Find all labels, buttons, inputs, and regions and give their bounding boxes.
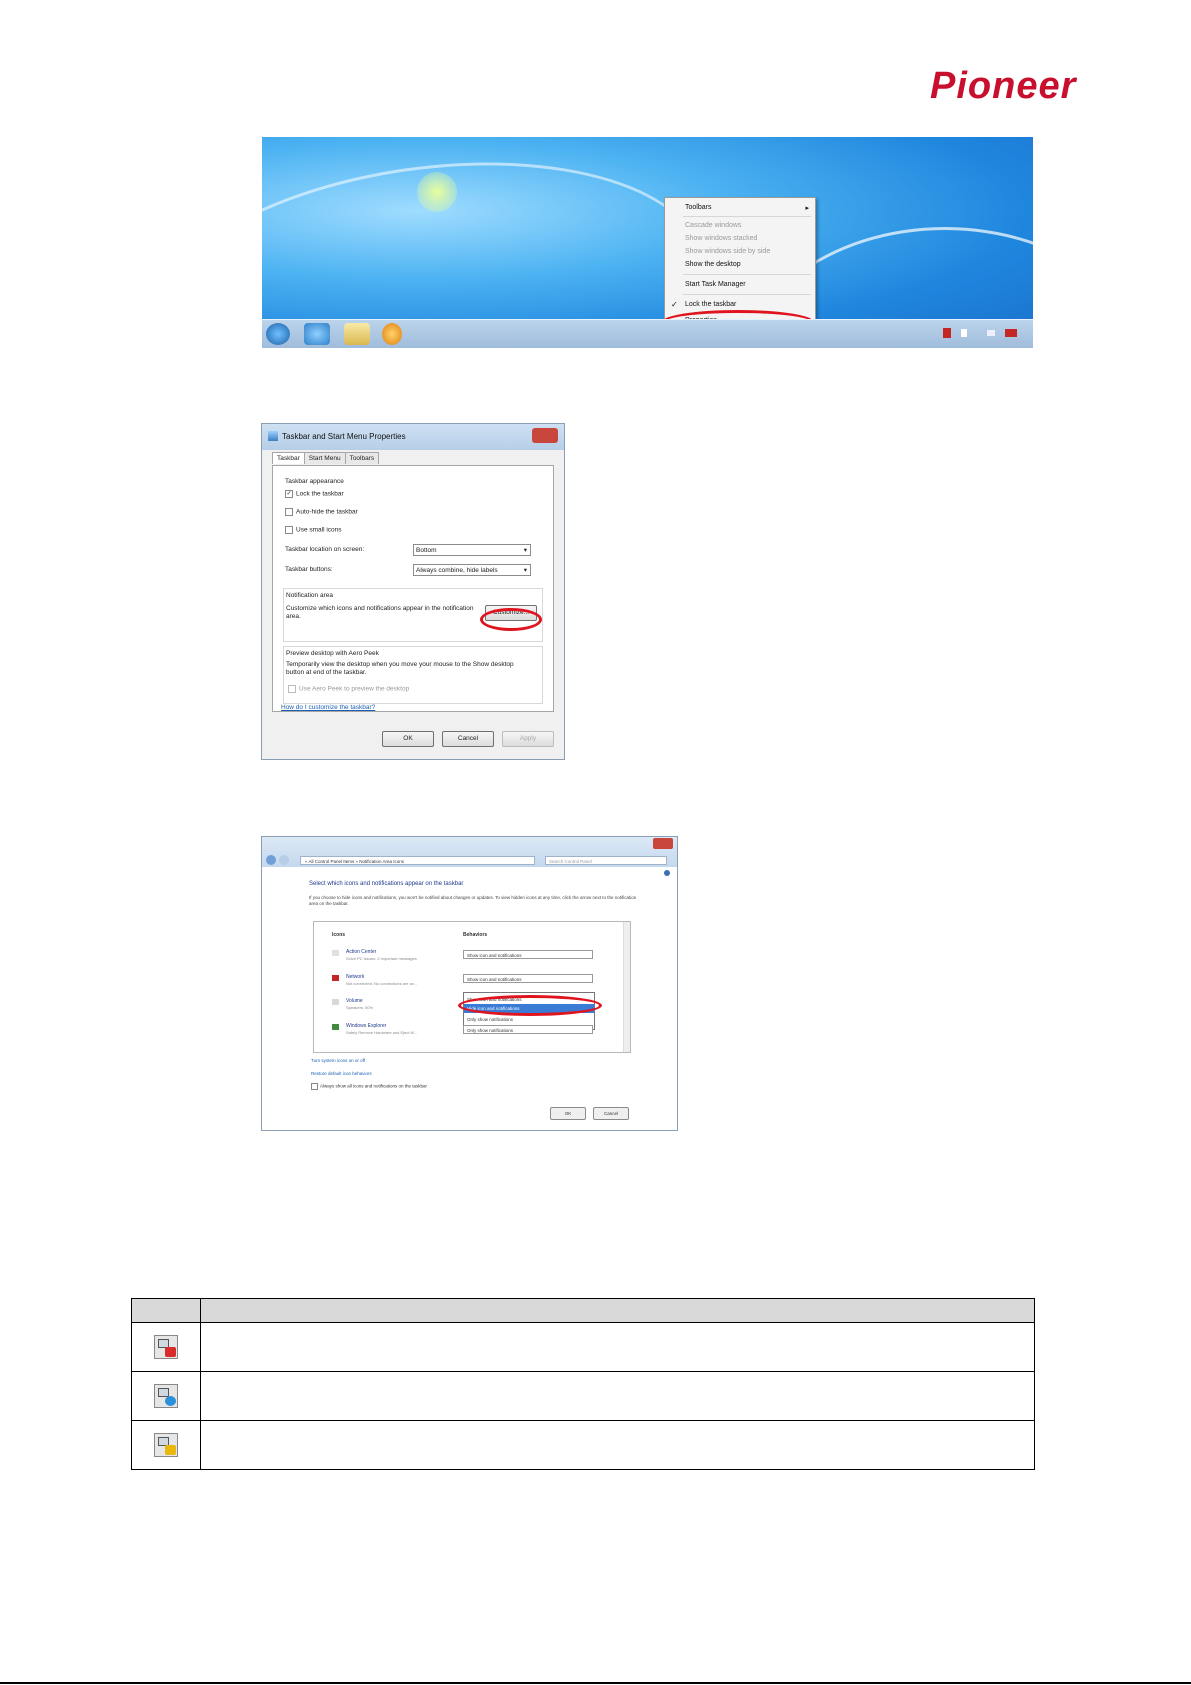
forward-button-icon[interactable] — [279, 855, 289, 865]
highlight-oval — [480, 608, 542, 631]
checkbox-label: Auto-hide the taskbar — [296, 508, 358, 516]
page-heading: Select which icons and notifications appear on the taskbar — [309, 881, 464, 887]
behavior-select[interactable] — [463, 974, 593, 983]
close-button[interactable] — [653, 838, 673, 849]
tab-start-menu[interactable]: Start Menu — [304, 452, 346, 464]
system-tray — [941, 328, 1027, 340]
dialog-tabs — [272, 452, 378, 464]
checkbox-box[interactable] — [311, 1083, 318, 1090]
chevron-down-icon: ▾ — [523, 547, 527, 554]
taskbar-tab-panel — [272, 465, 554, 712]
restore-defaults-link[interactable]: Restore default icon behaviors — [311, 1071, 372, 1076]
volume-tray-icon[interactable] — [987, 330, 995, 336]
windows-logo-watermark — [417, 172, 457, 212]
table-cell — [201, 1323, 1035, 1372]
notification-text: Customize which icons and notifications appear in the notification area. — [286, 605, 474, 620]
submenu-arrow-icon: ▸ — [805, 205, 809, 212]
appearance-heading: Taskbar appearance — [285, 478, 344, 485]
help-link[interactable]: How do I customize the taskbar? — [281, 704, 376, 711]
network-icon — [332, 975, 339, 981]
row-sub: Speakers: 50% — [346, 1005, 374, 1010]
start-orb-icon[interactable] — [266, 323, 290, 345]
pioneer-logo-mark — [930, 62, 1130, 108]
notification-heading: Notification area — [286, 592, 333, 599]
help-icon[interactable] — [664, 870, 670, 876]
desktop-screenshot — [262, 137, 1033, 348]
page-bottom-rule — [0, 1682, 1191, 1684]
checkbox-label: Always show all icons and notifications on the taskbar — [320, 1083, 428, 1089]
dropdown-option[interactable]: Only show notifications — [467, 1017, 514, 1022]
taskbar-properties-dialog — [261, 423, 565, 760]
ok-button[interactable]: OK — [550, 1107, 586, 1120]
always-show-checkbox[interactable] — [311, 1083, 427, 1090]
action-center-icon — [332, 950, 339, 956]
explorer-folder-icon[interactable] — [344, 323, 370, 345]
dropdown-option[interactable]: Show icon and notifications — [467, 997, 522, 1002]
location-value: Bottom — [416, 547, 437, 554]
menu-item-stacked[interactable]: Show windows stacked — [685, 235, 758, 242]
menu-item-cascade[interactable]: Cascade windows — [685, 222, 742, 229]
buttons-label: Taskbar buttons: — [285, 566, 333, 573]
chevron-down-icon: ▾ — [523, 567, 527, 574]
icon-status-table — [131, 1298, 1035, 1470]
dialog-title: Taskbar and Start Menu Properties — [282, 432, 406, 441]
row-sub: Solve PC issues: 2 important messages — [346, 956, 417, 961]
row-name: Network — [346, 974, 365, 980]
address-bar[interactable] — [300, 856, 535, 865]
system-icons-link[interactable]: Turn system icons on or off — [311, 1058, 366, 1063]
buttons-select[interactable] — [413, 564, 531, 576]
internet-explorer-icon[interactable] — [304, 323, 330, 345]
table-header-row — [132, 1299, 1035, 1323]
aero-peek-group — [283, 646, 543, 704]
list-scrollbar[interactable] — [623, 922, 630, 1052]
buttons-value: Always combine, hide labels — [416, 567, 498, 574]
tab-toolbars[interactable]: Toolbars — [345, 452, 380, 464]
behavior-value: Show icon and notifications — [467, 953, 522, 958]
windows-explorer-icon — [332, 1024, 339, 1030]
peek-text: Temporarily view the desktop when you move your mouse to the Show desktop button at end of the taskbar. — [286, 661, 514, 676]
back-button-icon[interactable] — [266, 855, 276, 865]
location-label: Taskbar location on screen: — [285, 546, 365, 553]
small-icons-checkbox[interactable] — [285, 526, 342, 534]
search-placeholder: Search Control Panel — [549, 859, 592, 864]
table-cell — [201, 1421, 1035, 1470]
volume-icon — [332, 999, 339, 1005]
row-name: Volume — [346, 998, 363, 1004]
battery-tray-icon[interactable] — [1005, 329, 1017, 337]
ok-button[interactable]: OK — [382, 731, 434, 747]
svg-text:Pioneer: Pioneer — [930, 65, 1077, 107]
window-titlebar — [262, 837, 677, 867]
address-text: « All Control Panel Items » Notification Area Icons — [305, 859, 405, 864]
lock-taskbar-checkbox[interactable] — [285, 490, 344, 498]
behavior-select[interactable] — [463, 950, 593, 959]
flag-tray-icon[interactable] — [961, 329, 967, 337]
close-button[interactable] — [532, 428, 558, 443]
behavior-select[interactable] — [463, 1025, 593, 1034]
media-player-icon[interactable] — [382, 323, 402, 345]
behavior-value: Show icon and notifications — [467, 977, 522, 982]
checkbox-label: Use Aero Peek to preview the desktop — [299, 685, 410, 693]
network-disconnected-icon — [154, 1335, 178, 1359]
checkbox-box[interactable] — [285, 508, 293, 516]
auto-hide-checkbox[interactable] — [285, 508, 358, 516]
customize-button[interactable]: Customize... — [485, 605, 537, 621]
menu-item-side-by-side[interactable]: Show windows side by side — [685, 248, 771, 255]
cancel-button[interactable]: Cancel — [442, 731, 494, 747]
col-behaviors-header: Behaviors — [463, 932, 488, 938]
checkbox-box[interactable]: ✓ — [286, 491, 292, 497]
network-tray-icon[interactable] — [943, 328, 951, 338]
taskbar — [262, 319, 1033, 348]
cancel-button[interactable]: Cancel — [593, 1107, 629, 1120]
row-sub: Safely Remove Hardware and Eject M... — [346, 1030, 418, 1035]
icons-list — [313, 921, 631, 1053]
taskbar-properties-icon — [268, 431, 278, 441]
col-icons-header: Icons — [332, 932, 346, 938]
dropdown-option-selected[interactable]: Hide icon and notifications — [464, 1004, 594, 1013]
menu-item-task-manager[interactable]: Start Task Manager — [685, 281, 746, 288]
page-description: If you choose to hide icons and notifications, you won't be notified about changes or updates. To view hidden icons at any time, click the arrow next to the notification area on the taskbar. — [309, 895, 637, 906]
checkbox-label: Use small icons — [296, 526, 342, 534]
table-row — [132, 1372, 1035, 1421]
tab-taskbar[interactable]: Taskbar — [272, 452, 305, 464]
checkbox-label: Lock the taskbar — [296, 490, 344, 498]
row-name: Windows Explorer — [346, 1023, 387, 1029]
network-connected-icon — [154, 1384, 178, 1408]
table-row — [132, 1421, 1035, 1470]
checkmark-icon: ✓ — [671, 300, 678, 309]
table-header-description — [201, 1299, 1035, 1323]
menu-item-lock-taskbar[interactable]: Lock the taskbar — [685, 301, 737, 308]
checkbox-box[interactable] — [285, 526, 293, 534]
highlight-oval — [458, 995, 602, 1016]
behavior-value: Only show notifications — [467, 1028, 514, 1033]
row-sub: Not connected: No connections are av... — [346, 981, 417, 986]
pioneer-logo — [930, 62, 1130, 118]
aero-peek-checkbox[interactable] — [288, 685, 409, 693]
network-warning-icon — [154, 1433, 178, 1457]
peek-heading: Preview desktop with Aero Peek — [286, 650, 379, 657]
apply-button[interactable]: Apply — [502, 731, 554, 747]
search-input[interactable] — [545, 856, 667, 865]
notification-icons-window — [261, 836, 678, 1131]
location-select[interactable] — [413, 544, 531, 556]
table-cell — [201, 1372, 1035, 1421]
checkbox-box[interactable] — [288, 685, 296, 693]
row-name: Action Center — [346, 949, 377, 955]
table-header-icon — [132, 1299, 201, 1323]
table-row — [132, 1323, 1035, 1372]
dialog-titlebar — [262, 424, 564, 450]
menu-item-show-desktop[interactable]: Show the desktop — [685, 261, 741, 268]
menu-item-toolbars[interactable]: Toolbars — [685, 204, 712, 211]
